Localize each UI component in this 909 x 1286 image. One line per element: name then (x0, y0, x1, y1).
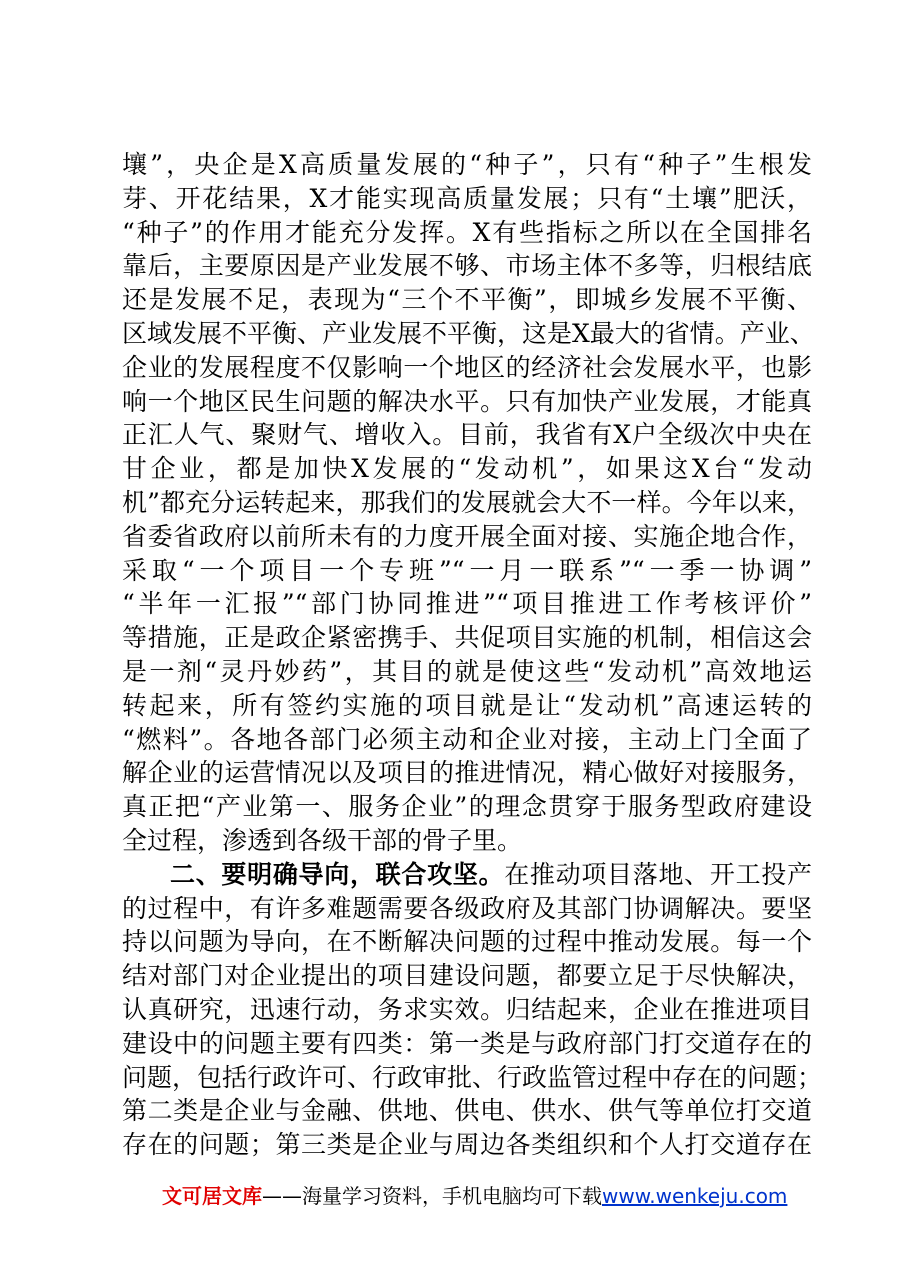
paragraph-line: 转起来，所有签约实施的项目就是让“发动机”高速运转的 (122, 690, 812, 720)
paragraph-line: 企业的发展程度不仅影响一个地区的经济社会发展水平，也影 (122, 352, 812, 382)
paragraph-line: 芽、开花结果，X才能实现高质量发展；只有“土壤”肥沃， (122, 183, 812, 213)
paragraph-line: 等措施，正是政企紧密携手、共促项目实施的机制，相信这会 (122, 623, 812, 653)
paragraph-line: 的过程中，有许多难题需要各级政府及其部门协调解决。要坚 (122, 893, 812, 923)
paragraph-line: 持以问题为导向，在不断解决问题的过程中推动发展。每一个 (122, 927, 812, 957)
paragraph-line: “种子”的作用才能充分发挥。X有些指标之所以在全国排名 (122, 217, 812, 247)
paragraph-line: 真正把“产业第一、服务企业”的理念贯穿于服务型政府建设 (122, 792, 812, 822)
paragraph-line: 第二类是企业与金融、供地、供电、供水、供气等单位打交道 (122, 1096, 812, 1126)
paragraph-line: 正汇人气、聚财气、增收入。目前，我省有X户全级次中央在 (122, 420, 812, 450)
paragraph-line: 靠后，主要原因是产业发展不够、市场主体不多等，归根结底 (122, 251, 812, 281)
paragraph-line: 全过程，渗透到各级干部的骨子里。 (122, 825, 523, 855)
footer-website-link[interactable]: www.wenkeju.com (602, 1184, 788, 1208)
paragraph-line: 区域发展不平衡、产业发展不平衡，这是X最大的省情。产业、 (122, 318, 815, 348)
section-2-heading: 二、要明确导向，联合攻坚。 (170, 859, 505, 889)
paragraph-line: 建设中的问题主要有四类：第一类是与政府部门打交道存在的 (122, 1028, 812, 1058)
paragraph-line: 解企业的运营情况以及项目的推进情况，精心做好对接服务， (122, 758, 812, 788)
paragraph-line: 认真研究，迅速行动，务求实效。归结起来，企业在推进项目 (122, 994, 812, 1024)
paragraph-line: “半年一汇报”“部门协同推进”“项目推进工作考核评价” (122, 589, 812, 619)
paragraph-line: 问题，包括行政许可、行政审批、行政监管过程中存在的问题； (122, 1062, 823, 1092)
footer-banner (162, 1184, 787, 1208)
paragraph-line: “燃料”。各地各部门必须主动和企业对接，主动上门全面了 (122, 724, 812, 754)
paragraph-line: 响一个地区民生问题的解决水平。只有加快产业发展，才能真 (122, 386, 812, 416)
paragraph-line: 结对部门对企业提出的项目建设问题，都要立足于尽快解决， (122, 961, 812, 991)
document-body (122, 148, 823, 1162)
footer-slogan: ——海量学习资料，手机电脑均可下载 (262, 1184, 602, 1208)
paragraph-line: 还是发展不足，表现为“三个不平衡”，即城乡发展不平衡、 (122, 285, 812, 315)
paragraph-line: 采取“一个项目一个专班”“一月一联系”“一季一协调” (122, 555, 812, 585)
section-2-first-line (122, 858, 812, 892)
paragraph-line: 是一剂“灵丹妙药”，其目的就是使这些“发动机”高效地运 (122, 656, 812, 686)
section-2-first-line-text: 在推动项目落地、开工投产 (504, 859, 812, 889)
paragraph-line: 甘企业，都是加快X发展的“发动机”，如果这X台“发动 (122, 454, 812, 484)
paragraph-line: 机”都充分运转起来，那我们的发展就会大不一样。今年以来， (122, 487, 812, 517)
paragraph-line: 壤”，央企是X高质量发展的“种子”，只有“种子”生根发 (122, 150, 812, 179)
footer-brand: 文可居文库 (162, 1184, 262, 1208)
paragraph-line: 存在的问题；第三类是企业与周边各类组织和个人打交道存在 (122, 1130, 812, 1160)
paragraph-line: 省委省政府以前所未有的力度开展全面对接、实施企地合作， (122, 521, 812, 551)
